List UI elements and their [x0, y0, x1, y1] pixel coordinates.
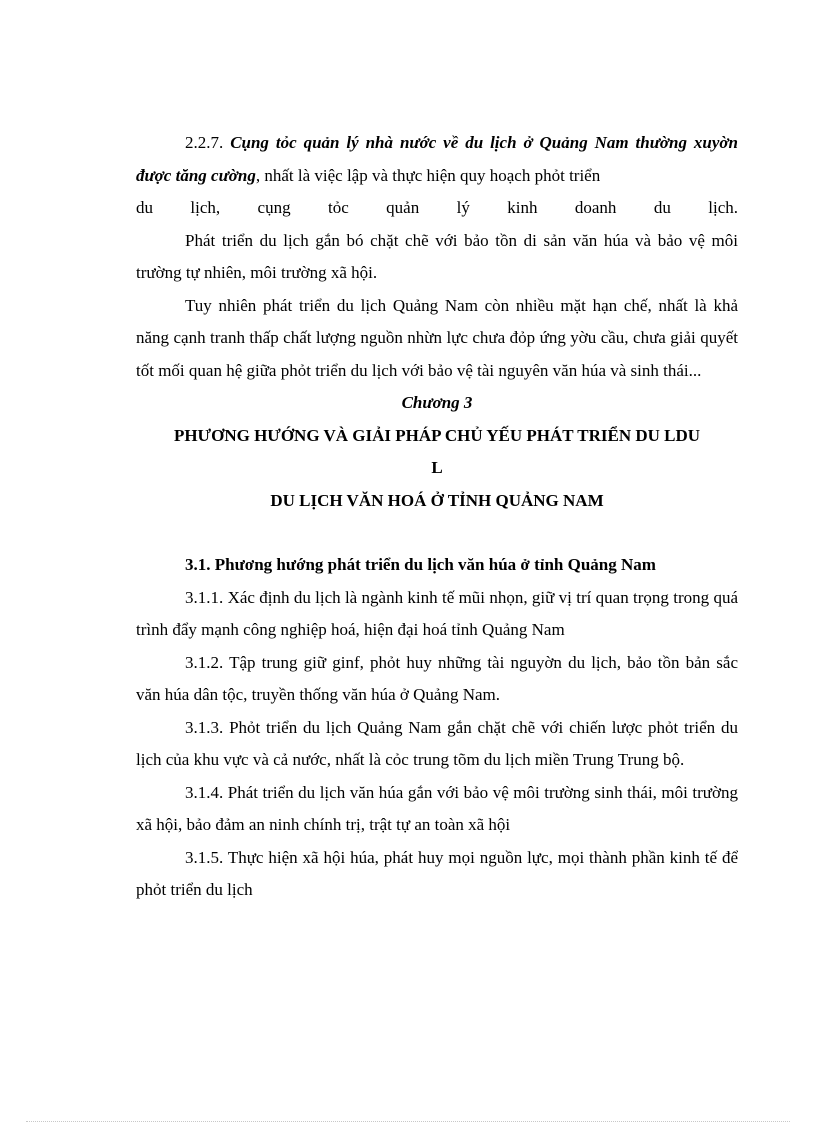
item-3-1-5: 3.1.5. Thực hiện xã hội húa, phát huy mọi nguồn lực, mọi thành phần kinh tế để phỏt triển du lịch: [136, 847, 738, 899]
chapter-label: Chương 3: [401, 393, 473, 412]
chapter-title-line3: DU LỊCH VĂN HOÁ Ở TỈNH QUẢNG NAM: [270, 490, 604, 510]
item-3-1-1: 3.1.1. Xác định du lịch là ngành kinh tế mũi nhọn, giữ vị trí quan trọng trong quá trình đẩy mạnh công nghiệp hoá, hiện đại hoá tỉnh Quảng Nam: [136, 587, 738, 639]
section-number: 2.2.7.: [185, 133, 231, 152]
item-3-1-3: 3.1.3. Phỏt triển du lịch Quảng Nam gắn chặt chẽ với chiến lược phỏt triển du lịch của khu vực và cả nước, nhất là cỏc trung tõm du lịch miền Trung Trung bộ.: [136, 717, 738, 769]
section-3-1-heading: 3.1. Phương hướng phát triển du lịch văn húa ở tỉnh Quảng Nam: [185, 555, 656, 574]
page-bottom-divider: [26, 1121, 790, 1122]
paragraph-limitations: Tuy nhiên phát triển du lịch Quảng Nam còn nhiều mặt hạn chế, nhất là khả năng cạnh tranh thấp chất lượng nguồn nhừn lực chưa đỏp ứng yờu cầu, chưa giải quyết tốt mối quan hệ giữa phỏt triển du lịch với bảo vệ tài nguyên văn húa và sinh thái...: [136, 295, 738, 380]
section-emphasis: Cụng tỏc quản lý nhà nước về du lịch ở Quảng Nam thường xuyờn được tăng cường: [136, 133, 739, 185]
spacer: [136, 517, 738, 549]
paragraph-heritage: Phát triển du lịch gắn bó chặt chẽ với bảo tồn di sản văn húa và bảo vệ môi trường tự nhiên, môi trường xã hội.: [136, 230, 738, 282]
item-3-1-2: 3.1.2. Tập trung giữ ginf, phỏt huy những tài nguyờn du lịch, bảo tồn bản sắc văn húa dân tộc, truyền thống văn húa ở Quảng Nam.: [136, 652, 738, 704]
section-2-2-7-paragraph: [136, 127, 738, 192]
document-page: [136, 127, 738, 907]
item-3-1-4: 3.1.4. Phát triển du lịch văn húa gắn với bảo vệ môi trường sinh thái, môi trường xã hội, bảo đảm an ninh chính trị, trật tự an toàn xã hội: [136, 782, 738, 834]
chapter-title-line1: PHƯƠNG HƯỚNG VÀ GIẢI PHÁP CHỦ YẾU PHÁT TRIỂN DU LDU: [173, 425, 701, 445]
section-text: , nhất là việc lập và thực hiện quy hoạch phỏt triển: [255, 165, 601, 185]
chapter-title-line2: L: [431, 458, 443, 477]
section-2-2-7-continuation: du lịch, cụng tỏc quản lý kinh doanh du lịch.: [136, 198, 738, 217]
